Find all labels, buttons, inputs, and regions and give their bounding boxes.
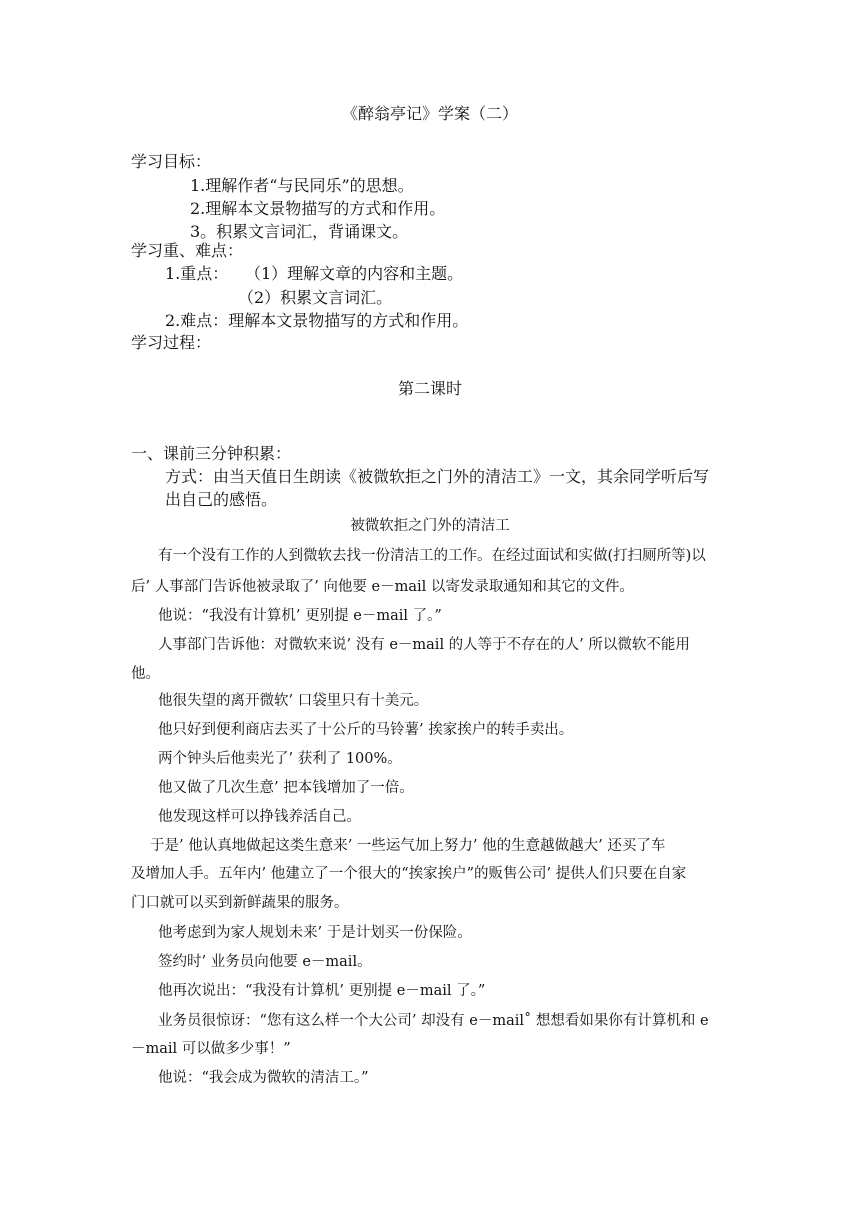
story-title: 被微软拒之门外的清洁工: [350, 518, 510, 534]
story-line: 他说：“我会成为微软的清洁工。”: [158, 1070, 369, 1086]
difficulty-point: 2.难点：理解本文景物描写的方式和作用。: [165, 311, 469, 330]
story-line: 他说：“我没有计算机’ 更别提 e－mail 了。”: [158, 608, 442, 624]
story-line: 门口就可以买到新鲜蔬果的服务。: [131, 895, 349, 911]
key-point-item: （1）理解文章的内容和主题。: [245, 264, 464, 283]
story-line: 于是’ 他认真地做起这类生意来’ 一些运气加上努力’ 他的生意越做越大’ 还买了车: [150, 838, 666, 854]
section-heading: 一、课前三分钟积累：: [131, 444, 292, 463]
objective-item: 1.理解作者“与民同乐”的思想。: [190, 176, 414, 195]
story-line: 业务员很惊讶：“您有这么样一个大公司’ 却没有 e－mail˚ 想想看如果你有计算机和 e: [158, 1013, 709, 1029]
method-text: 出自己的感悟。: [165, 490, 278, 509]
story-line: 他又做了几次生意’ 把本钱增加了一倍。: [158, 780, 414, 796]
story-line: 他只好到便利商店去买了十公斤的马铃薯’ 挨家挨户的转手卖出。: [158, 722, 574, 738]
objective-item: 2.理解本文景物描写的方式和作用。: [190, 199, 446, 218]
story-line: 后’ 人事部门告诉他被录取了’ 向他要 e－mail 以寄发录取通知和其它的文件。: [131, 579, 634, 595]
story-line: 两个钟头后他卖光了’ 获利了 100%。: [158, 751, 402, 767]
story-line: 及增加人手。五年内’ 他建立了一个很大的“挨家挨户”的贩售公司’ 提供人们只要在自家: [131, 866, 687, 882]
page-title: 《醉翁亭记》学案（二）: [341, 104, 518, 123]
story-line: 他发现这样可以挣钱养活自己。: [158, 809, 361, 825]
method-text: 方式：由当天值日生朗读《被微软拒之门外的清洁工》一文，其余同学听后写: [165, 467, 710, 486]
objective-item: 3。积累文言词汇，背诵课文。: [190, 222, 409, 241]
story-line: 他考虑到为家人规划未来’ 于是计划买一份保险。: [158, 925, 472, 941]
objectives-heading: 学习目标：: [131, 152, 212, 171]
story-line: 他很失望的离开微软’ 口袋里只有十美元。: [158, 693, 429, 709]
story-line: 人事部门告诉他：对微软来说’ 没有 e－mail 的人等于不存在的人’ 所以微软不能用: [158, 637, 690, 653]
story-line: 他。: [131, 666, 160, 682]
lesson-heading: 第二课时: [397, 379, 462, 398]
key-point-label: 1.重点：: [165, 264, 229, 283]
story-line: 他再次说出：“我没有计算机’ 更别提 e－mail 了。”: [158, 983, 486, 999]
key-point-item: （2）积累文言词汇。: [238, 288, 393, 307]
story-line: 有一个没有工作的人到微软去找一份清洁工的工作。在经过面试和实做(打扫厕所等)以: [158, 548, 706, 564]
key-points-heading: 学习重、难点：: [131, 241, 244, 260]
story-line: －mail 可以做多少事！”: [131, 1041, 291, 1057]
process-heading: 学习过程：: [131, 333, 212, 352]
story-line: 签约时’ 业务员向他要 e－mail。: [158, 954, 372, 970]
